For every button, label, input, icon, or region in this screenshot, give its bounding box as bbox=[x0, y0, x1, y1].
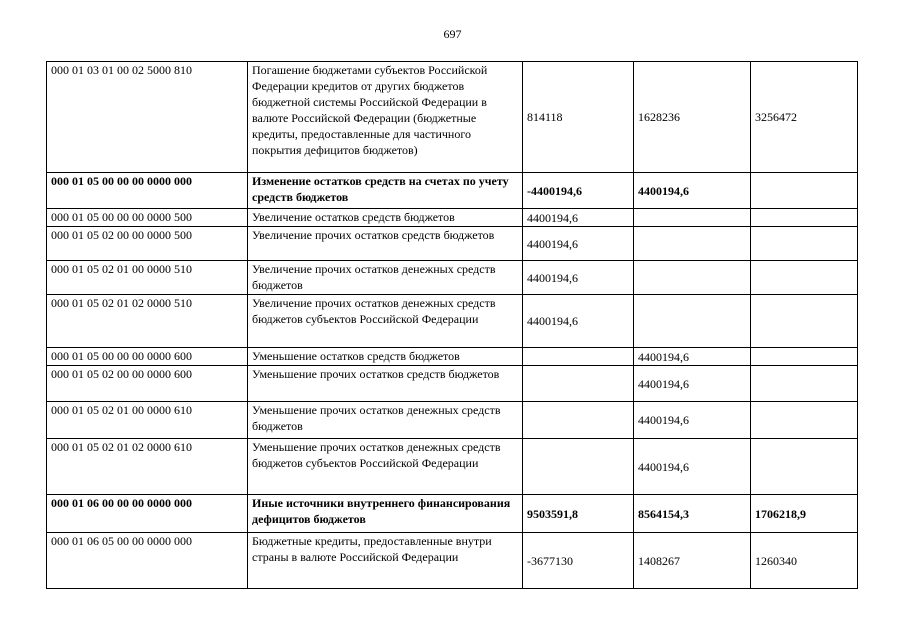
row-value-1-cell: 4400194,6 bbox=[523, 227, 634, 261]
row-value-3-cell bbox=[751, 348, 858, 366]
row-value-3-cell: 1706218,9 bbox=[751, 495, 858, 533]
table-row bbox=[47, 439, 858, 495]
table-row bbox=[47, 173, 858, 209]
row-code-cell: 000 01 06 00 00 00 0000 000 bbox=[47, 495, 248, 533]
row-description-cell: Иные источники внутреннего финансирования дефицитов бюджетов bbox=[248, 495, 523, 533]
page-number: 697 bbox=[443, 27, 462, 41]
row-description-cell: Увеличение остатков средств бюджетов bbox=[248, 209, 523, 227]
table-row bbox=[47, 227, 858, 261]
row-value-3-cell bbox=[751, 439, 858, 495]
row-value-2-cell: 1628236 bbox=[634, 62, 751, 173]
row-value-1-cell bbox=[523, 402, 634, 439]
row-code-cell: 000 01 05 02 01 00 0000 610 bbox=[47, 402, 248, 439]
row-value-3-cell bbox=[751, 295, 858, 348]
row-value-2-cell bbox=[634, 261, 751, 295]
row-code-cell: 000 01 05 02 00 00 0000 500 bbox=[47, 227, 248, 261]
row-description-cell: Уменьшение прочих остатков средств бюджетов bbox=[248, 366, 523, 402]
row-value-2-cell bbox=[634, 295, 751, 348]
row-value-1-cell bbox=[523, 366, 634, 402]
row-value-1-cell: 4400194,6 bbox=[523, 209, 634, 227]
row-value-1-cell: 814118 bbox=[523, 62, 634, 173]
row-value-1-cell: -3677130 bbox=[523, 533, 634, 589]
table-row bbox=[47, 402, 858, 439]
row-code-cell: 000 01 05 02 01 02 0000 610 bbox=[47, 439, 248, 495]
row-code-cell: 000 01 03 01 00 02 5000 810 bbox=[47, 62, 248, 173]
row-value-1-cell bbox=[523, 439, 634, 495]
row-description-cell: Изменение остатков средств на счетах по учету средств бюджетов bbox=[248, 173, 523, 209]
row-value-1-cell: 9503591,8 bbox=[523, 495, 634, 533]
row-code-cell: 000 01 05 02 00 00 0000 600 bbox=[47, 366, 248, 402]
row-description-cell: Увеличение прочих остатков денежных средств бюджетов bbox=[248, 261, 523, 295]
row-code-cell: 000 01 05 02 01 00 0000 510 bbox=[47, 261, 248, 295]
row-value-2-cell: 4400194,6 bbox=[634, 348, 751, 366]
row-value-3-cell: 1260340 bbox=[751, 533, 858, 589]
row-description-cell: Погашение бюджетами субъектов Российской Федерации кредитов от других бюджетов бюджетной системы Российской Федерации в валюте Российской Федерации (бюджетные кредиты, предоставленные для частичного покрытия дефицитов бюджетов) bbox=[248, 62, 523, 173]
row-description-cell: Уменьшение остатков средств бюджетов bbox=[248, 348, 523, 366]
row-value-2-cell: 4400194,6 bbox=[634, 366, 751, 402]
row-value-3-cell bbox=[751, 402, 858, 439]
row-code-cell: 000 01 05 00 00 00 0000 600 bbox=[47, 348, 248, 366]
table-row bbox=[47, 366, 858, 402]
row-code-cell: 000 01 05 00 00 00 0000 000 bbox=[47, 173, 248, 209]
row-value-2-cell bbox=[634, 227, 751, 261]
table-body bbox=[47, 62, 858, 589]
budget-sources-table bbox=[46, 61, 858, 589]
row-value-3-cell bbox=[751, 227, 858, 261]
table-row bbox=[47, 209, 858, 227]
row-description-cell: Увеличение прочих остатков средств бюджетов bbox=[248, 227, 523, 261]
table-row bbox=[47, 295, 858, 348]
row-value-1-cell: 4400194,6 bbox=[523, 261, 634, 295]
row-value-2-cell: 4400194,6 bbox=[634, 439, 751, 495]
row-description-cell: Уменьшение прочих остатков денежных средств бюджетов bbox=[248, 402, 523, 439]
row-code-cell: 000 01 05 00 00 00 0000 500 bbox=[47, 209, 248, 227]
row-description-cell: Увеличение прочих остатков денежных средств бюджетов субъектов Российской Федерации bbox=[248, 295, 523, 348]
row-value-1-cell: -4400194,6 bbox=[523, 173, 634, 209]
table-row bbox=[47, 261, 858, 295]
row-value-2-cell: 1408267 bbox=[634, 533, 751, 589]
row-code-cell: 000 01 05 02 01 02 0000 510 bbox=[47, 295, 248, 348]
row-value-2-cell: 4400194,6 bbox=[634, 173, 751, 209]
row-value-2-cell bbox=[634, 209, 751, 227]
row-description-cell: Уменьшение прочих остатков денежных средств бюджетов субъектов Российской Федерации bbox=[248, 439, 523, 495]
table-row bbox=[47, 62, 858, 173]
row-code-cell: 000 01 06 05 00 00 0000 000 bbox=[47, 533, 248, 589]
row-value-3-cell: 3256472 bbox=[751, 62, 858, 173]
row-description-cell: Бюджетные кредиты, предоставленные внутри страны в валюте Российской Федерации bbox=[248, 533, 523, 589]
row-value-1-cell: 4400194,6 bbox=[523, 295, 634, 348]
row-value-3-cell bbox=[751, 209, 858, 227]
row-value-3-cell bbox=[751, 261, 858, 295]
row-value-3-cell bbox=[751, 366, 858, 402]
table-row bbox=[47, 348, 858, 366]
row-value-2-cell: 4400194,6 bbox=[634, 402, 751, 439]
row-value-1-cell bbox=[523, 348, 634, 366]
table-row bbox=[47, 533, 858, 589]
row-value-2-cell: 8564154,3 bbox=[634, 495, 751, 533]
row-value-3-cell bbox=[751, 173, 858, 209]
table-row bbox=[47, 495, 858, 533]
